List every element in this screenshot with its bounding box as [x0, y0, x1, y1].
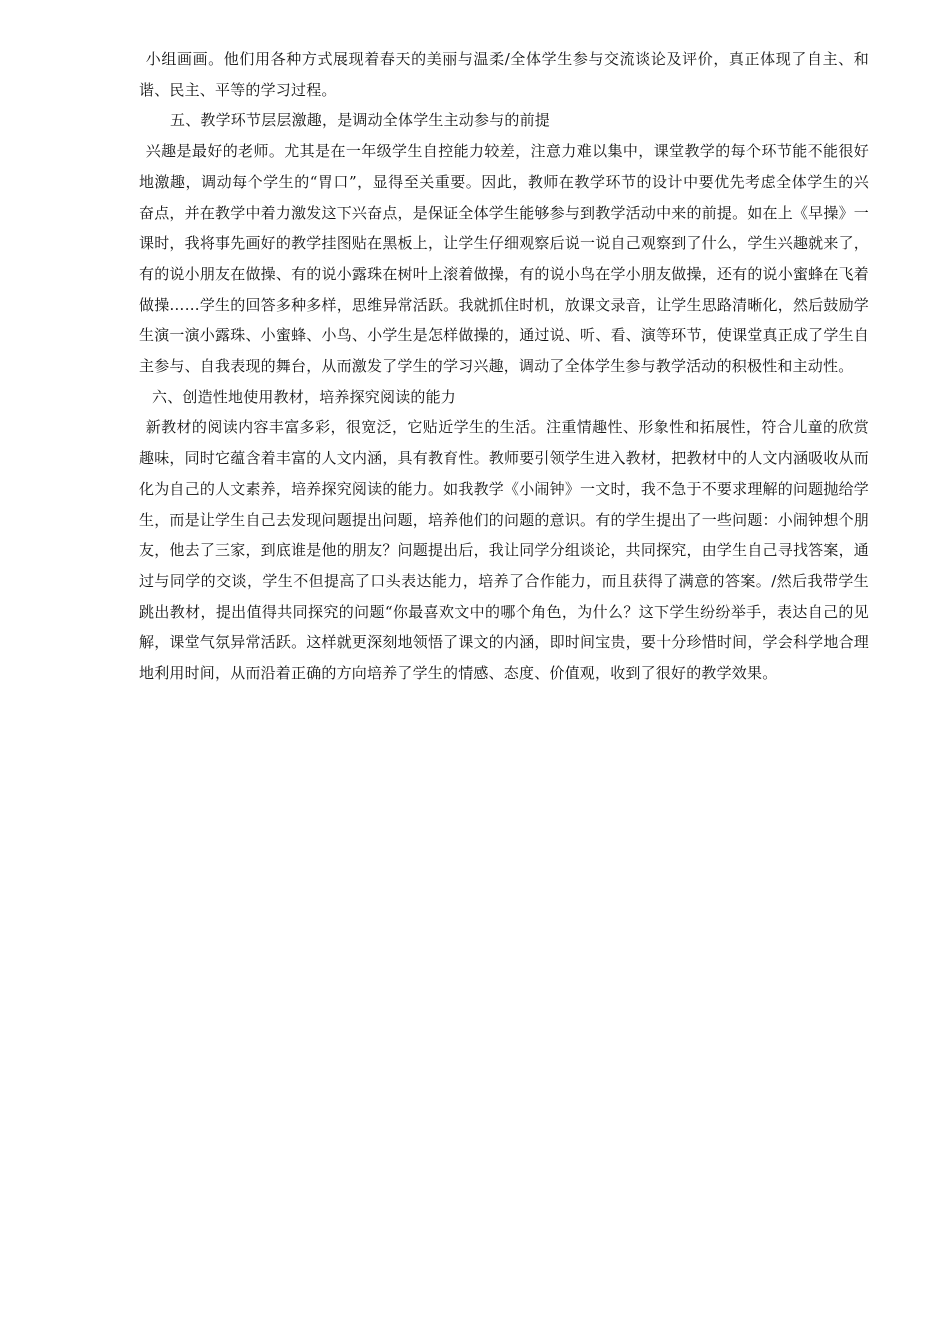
- paragraph-section-6: 新教材的阅读内容丰富多彩，很宽泛，它贴近学生的生活。注重情趣性、形象性和拓展性，符合儿童的欣赏趣味，同时它蕴含着丰富的人文内涵，具有教育性。教师要引领学生进入教材，把教材中的人文内涵吸收从而化为自己的人文素养，培养探究阅读的能力。如我教学《小闹钟》一文时，我不急于不要求理解的问题抛给学生，而是让学生自己去发现问题提出问题，培养他们的问题的意识。有的学生提出了一些问题：小闹钟想个朋友，他去了三家，到底谁是他的朋友？问题提出后，我让同学分组谈论，共同探究，由学生自己寻找答案，通过与同学的交谈，学生不但提高了口头表达能力，培养了合作能力，而且获得了满意的答案。/然后我带学生跳出教材，提出值得共同探究的问题“你最喜欢文中的哪个角色，为什么？这下学生纷纷举手，表达自己的见解，课堂气氛异常活跃。这样就更深刻地领悟了课文的内涵，即时间宝贵，要十分珍惜时间，学会科学地合理地利用时间，从而沿着正确的方向培养了学生的情感、态度、价值观，收到了很好的教学效果。: [139, 418, 869, 683]
- paragraph-section-5: 兴趣是最好的老师。尤其是在一年级学生自控能力较差，注意力难以集中，课堂教学的每个环节能不能很好地激趣，调动每个学生的“胃口”，显得至关重要。因此，教师在教学环节的设计中要优先考虑全体学生的兴奋点，并在教学中着力激发这下兴奋点，是保证全体学生能够参与到教学活动中来的前提。如在上《早操》一课时，我将事先画好的教学挂图贴在黑板上，让学生仔细观察后说一说自己观察到了什么，学生兴趣就来了，有的说小朋友在做操、有的说小露珠在树叶上滚着做操，有的说小鸟在学小朋友做操，还有的说小蜜蜂在飞着做操……学生的回答多种多样，思维异常活跃。我就抓住时机，放课文录音，让学生思路清晰化，然后鼓励学生演一演小露珠、小蜜蜂、小鸟、小学生是怎样做操的，通过说、听、看、演等环节，使课堂真正成了学生自主参与、自我表现的舞台，从而激发了学生的学习兴趣，调动了全体学生参与教学活动的积极性和主动性。: [139, 142, 869, 376]
- document-page: [139, 44, 869, 689]
- section-heading-6: 六、创造性地使用教材，培养探究阅读的能力: [152, 387, 457, 406]
- paragraph-intro: 小组画画。他们用各种方式展现着春天的美丽与温柔/全体学生参与交流谈论及评价，真正体现了自主、和谐、民主、平等的学习过程。: [139, 50, 869, 99]
- section-heading-5: 五、教学环节层层激趣，是调动全体学生主动参与的前提: [170, 111, 551, 130]
